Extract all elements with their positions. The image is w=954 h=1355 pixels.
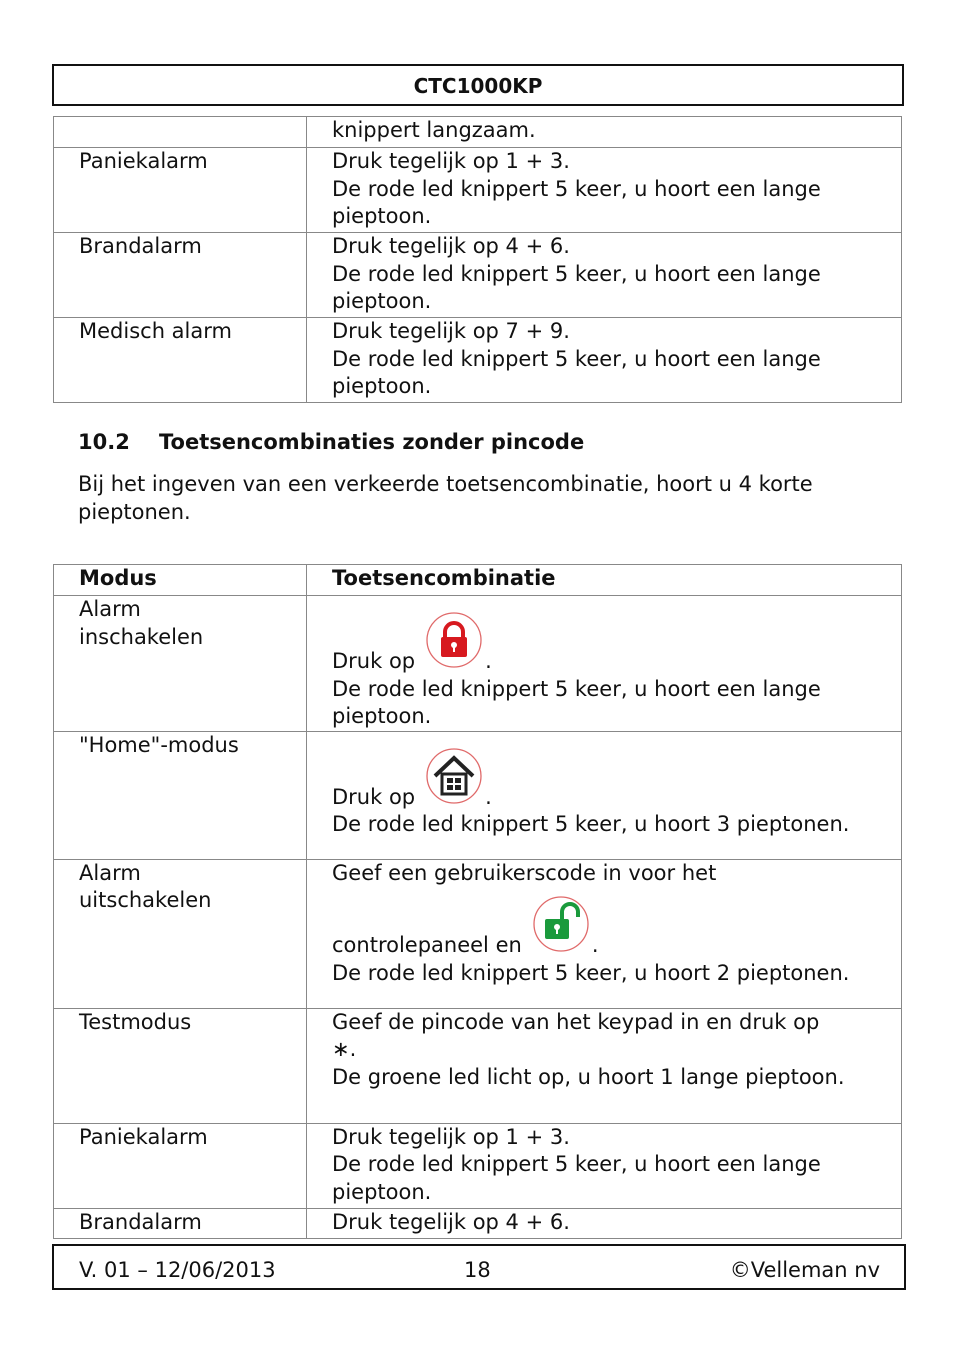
table-row <box>54 731 902 859</box>
result-line: De rode led knippert 5 keer, u hoort een lange pieptoon. <box>332 346 821 398</box>
result-line: De rode led knippert 5 keer, u hoort een lange pieptoon. <box>332 1152 821 1204</box>
column-header-combination: Toetsencombinatie <box>307 565 902 596</box>
action-line: Druk tegelijk op 1 + 3. <box>332 149 570 173</box>
action-cell <box>307 731 902 859</box>
table-row <box>54 148 902 233</box>
mode-cell: Alarm inschakelen <box>54 596 307 732</box>
mode-cell: Brandalarm <box>54 233 307 318</box>
mode-cell: Paniekalarm <box>54 148 307 233</box>
action-line: Geef een gebruikerscode in voor het <box>332 860 717 885</box>
mode-cell: Testmodus <box>54 1008 307 1123</box>
mode-cell: Alarm uitschakelen <box>54 859 307 1008</box>
table-row <box>54 1008 902 1123</box>
action-cell <box>307 117 902 148</box>
key-combination-table <box>53 564 902 1239</box>
action-cell <box>307 233 902 318</box>
table-row <box>54 859 902 1008</box>
table-row <box>54 596 902 732</box>
punctuation: . <box>485 784 492 809</box>
mode-cell: Paniekalarm <box>54 1123 307 1208</box>
table-row <box>54 233 902 318</box>
table-row <box>54 117 902 148</box>
result-line: De rode led knippert 5 keer, u hoort een lange pieptoon. <box>332 261 821 313</box>
result-line: De rode led knippert 5 keer, u hoort een lange pieptoon. <box>332 176 821 228</box>
action-cell <box>307 318 902 403</box>
mode-cell: Medisch alarm <box>54 318 307 403</box>
version-date: V. 01 – 12/06/2013 <box>79 1258 276 1282</box>
result-line: De rode led knippert 5 keer, u hoort 3 pieptonen. <box>332 812 850 836</box>
page-number: 18 <box>464 1258 491 1282</box>
mode-cell: "Home"-modus <box>54 731 307 859</box>
lock-open-icon <box>532 896 592 956</box>
action-text: controlepaneel en <box>332 933 522 957</box>
action-line <box>332 896 901 960</box>
action-cell <box>307 1123 902 1208</box>
document-header <box>52 64 904 106</box>
action-cell <box>307 148 902 233</box>
section-number: 10.2 <box>78 430 130 454</box>
mode-cell: Brandalarm <box>54 1208 307 1238</box>
action-line: Druk tegelijk op 4 + 6. <box>332 234 570 258</box>
section-title: Toetsencombinaties zonder pincode <box>159 430 585 454</box>
document-footer <box>52 1244 906 1290</box>
result-line: De rode led knippert 5 keer, u hoort 2 pieptonen. <box>332 960 850 985</box>
star-key-text: ∗. <box>332 1037 357 1061</box>
continued-mode-table <box>53 116 902 403</box>
press-text: Druk op <box>332 784 416 809</box>
action-cell <box>307 1008 902 1123</box>
mode-cell <box>54 117 307 148</box>
result-line: De groene led licht op, u hoort 1 lange pieptoon. <box>332 1064 845 1089</box>
action-line: Geef de pincode van het keypad in en druk op <box>332 1009 820 1034</box>
action-line <box>332 748 901 812</box>
copyright: ©Velleman nv <box>729 1258 880 1282</box>
action-line: Druk tegelijk op 4 + 6. <box>332 1209 570 1234</box>
action-line <box>332 612 901 676</box>
model-title: CTC1000KP <box>413 74 543 98</box>
table-row <box>54 318 902 403</box>
press-text: Druk op <box>332 649 416 673</box>
punctuation: . <box>591 933 599 957</box>
lock-closed-icon <box>425 612 485 672</box>
table-row <box>54 1123 902 1208</box>
column-header-mode: Modus <box>54 565 307 596</box>
section-intro: Bij het ingeven van een verkeerde toetsencombinatie, hoort u 4 korte pieptonen. <box>78 472 813 524</box>
action-line: Druk tegelijk op 7 + 9. <box>332 319 570 343</box>
result-line: De rode led knippert 5 keer, u hoort een lange pieptoon. <box>332 676 821 728</box>
action-line: knippert langzaam. <box>332 118 536 142</box>
section-heading <box>78 429 584 457</box>
table-header-row <box>54 565 902 596</box>
action-cell <box>307 859 902 1008</box>
action-cell <box>307 1208 902 1238</box>
table-row <box>54 1208 902 1238</box>
punctuation: . <box>485 649 492 673</box>
home-icon <box>425 748 485 808</box>
action-cell <box>307 596 902 732</box>
action-line: Druk tegelijk op 1 + 3. <box>332 1124 570 1149</box>
